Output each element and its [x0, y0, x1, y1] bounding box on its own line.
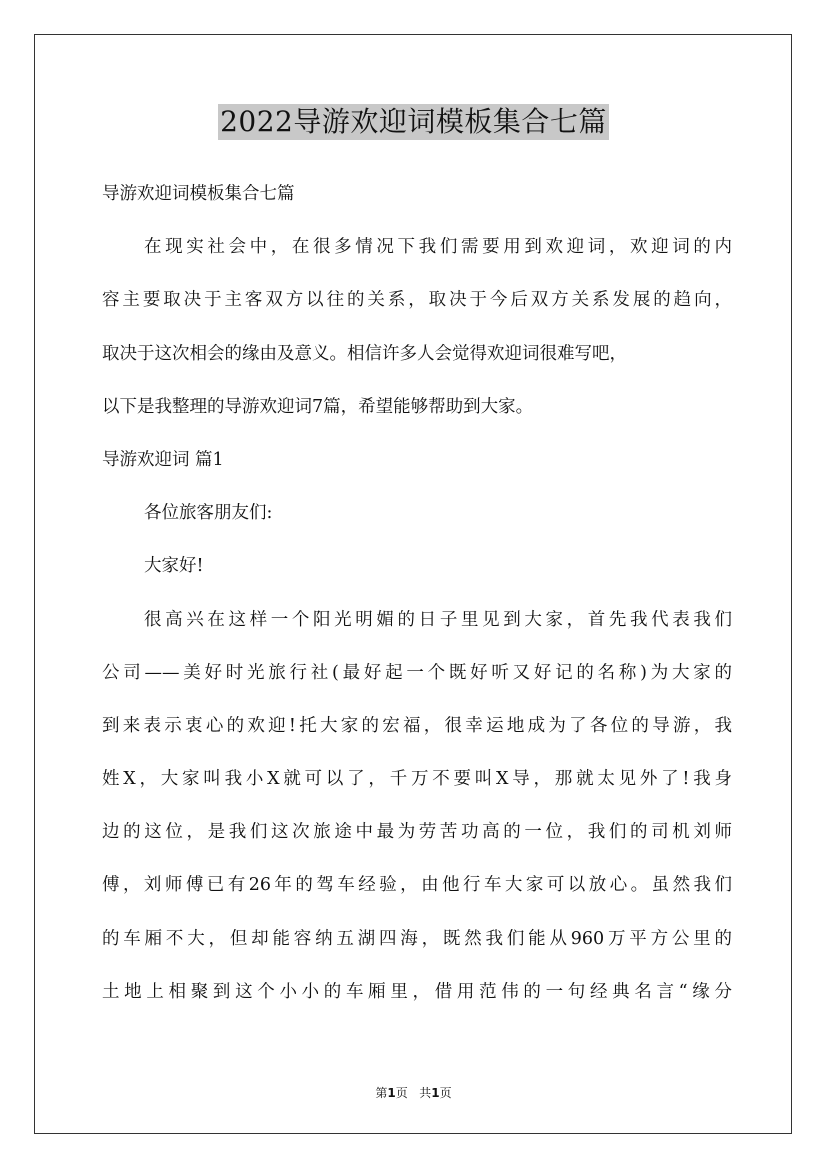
intro-line-1: 在现实社会中，在很多情况下我们需要用到欢迎词，欢迎词的内: [144, 237, 732, 258]
body-line-3: 到来表示衷心的欢迎!托大家的宏福，很幸运地成为了各位的导游，我: [102, 715, 732, 736]
title-container: [0, 104, 827, 140]
body-line-7: 的车厢不大，但却能容纳五湖四海，既然我们能从960万平方公里的: [102, 928, 732, 949]
body-line-5: 边的这位，是我们这次旅途中最为劳苦功高的一位，我们的司机刘师: [102, 822, 732, 843]
body-line-8: 土地上相聚到这个小小的车厢里，借用范伟的一句经典名言“缘分: [102, 981, 732, 1002]
document-title: 2022导游欢迎词模板集合七篇: [220, 105, 607, 138]
hello-line: 大家好!: [144, 556, 204, 577]
total-prefix: 共: [419, 1086, 432, 1100]
page-prefix: 第: [375, 1086, 388, 1100]
section-heading-1: 导游欢迎词 篇1: [102, 449, 224, 470]
body-line-1: 很高兴在这样一个阳光明媚的日子里见到大家，首先我代表我们: [144, 609, 732, 630]
intro-line-2: 容主要取决于主客双方以往的关系，取决于今后双方关系发展的趋向，: [102, 290, 732, 311]
page-footer: [0, 1084, 827, 1101]
body-line-4: 姓X，大家叫我小X就可以了，千万不要叫X导，那就太见外了!我身: [102, 769, 732, 790]
total-suffix: 页: [439, 1086, 452, 1100]
body-line-6: 傅，刘师傅已有26年的驾车经验，由他行车大家可以放心。虽然我们: [102, 875, 732, 896]
page-number: 1: [387, 1086, 396, 1100]
body-line-2: 公司——美好时光旅行社(最好起一个既好听又好记的名称)为大家的: [102, 662, 732, 683]
intro-line-4: 以下是我整理的导游欢迎词7篇，希望能够帮助到大家。: [102, 396, 534, 417]
intro-line-3: 取决于这次相会的缘由及意义。相信许多人会觉得欢迎词很难写吧，: [102, 343, 627, 364]
subtitle-line: 导游欢迎词模板集合七篇: [102, 184, 295, 204]
greeting-line: 各位旅客朋友们:: [144, 503, 273, 524]
document-body: [102, 176, 732, 1027]
page-suffix: 页: [395, 1086, 408, 1100]
total-pages: 1: [431, 1086, 440, 1100]
